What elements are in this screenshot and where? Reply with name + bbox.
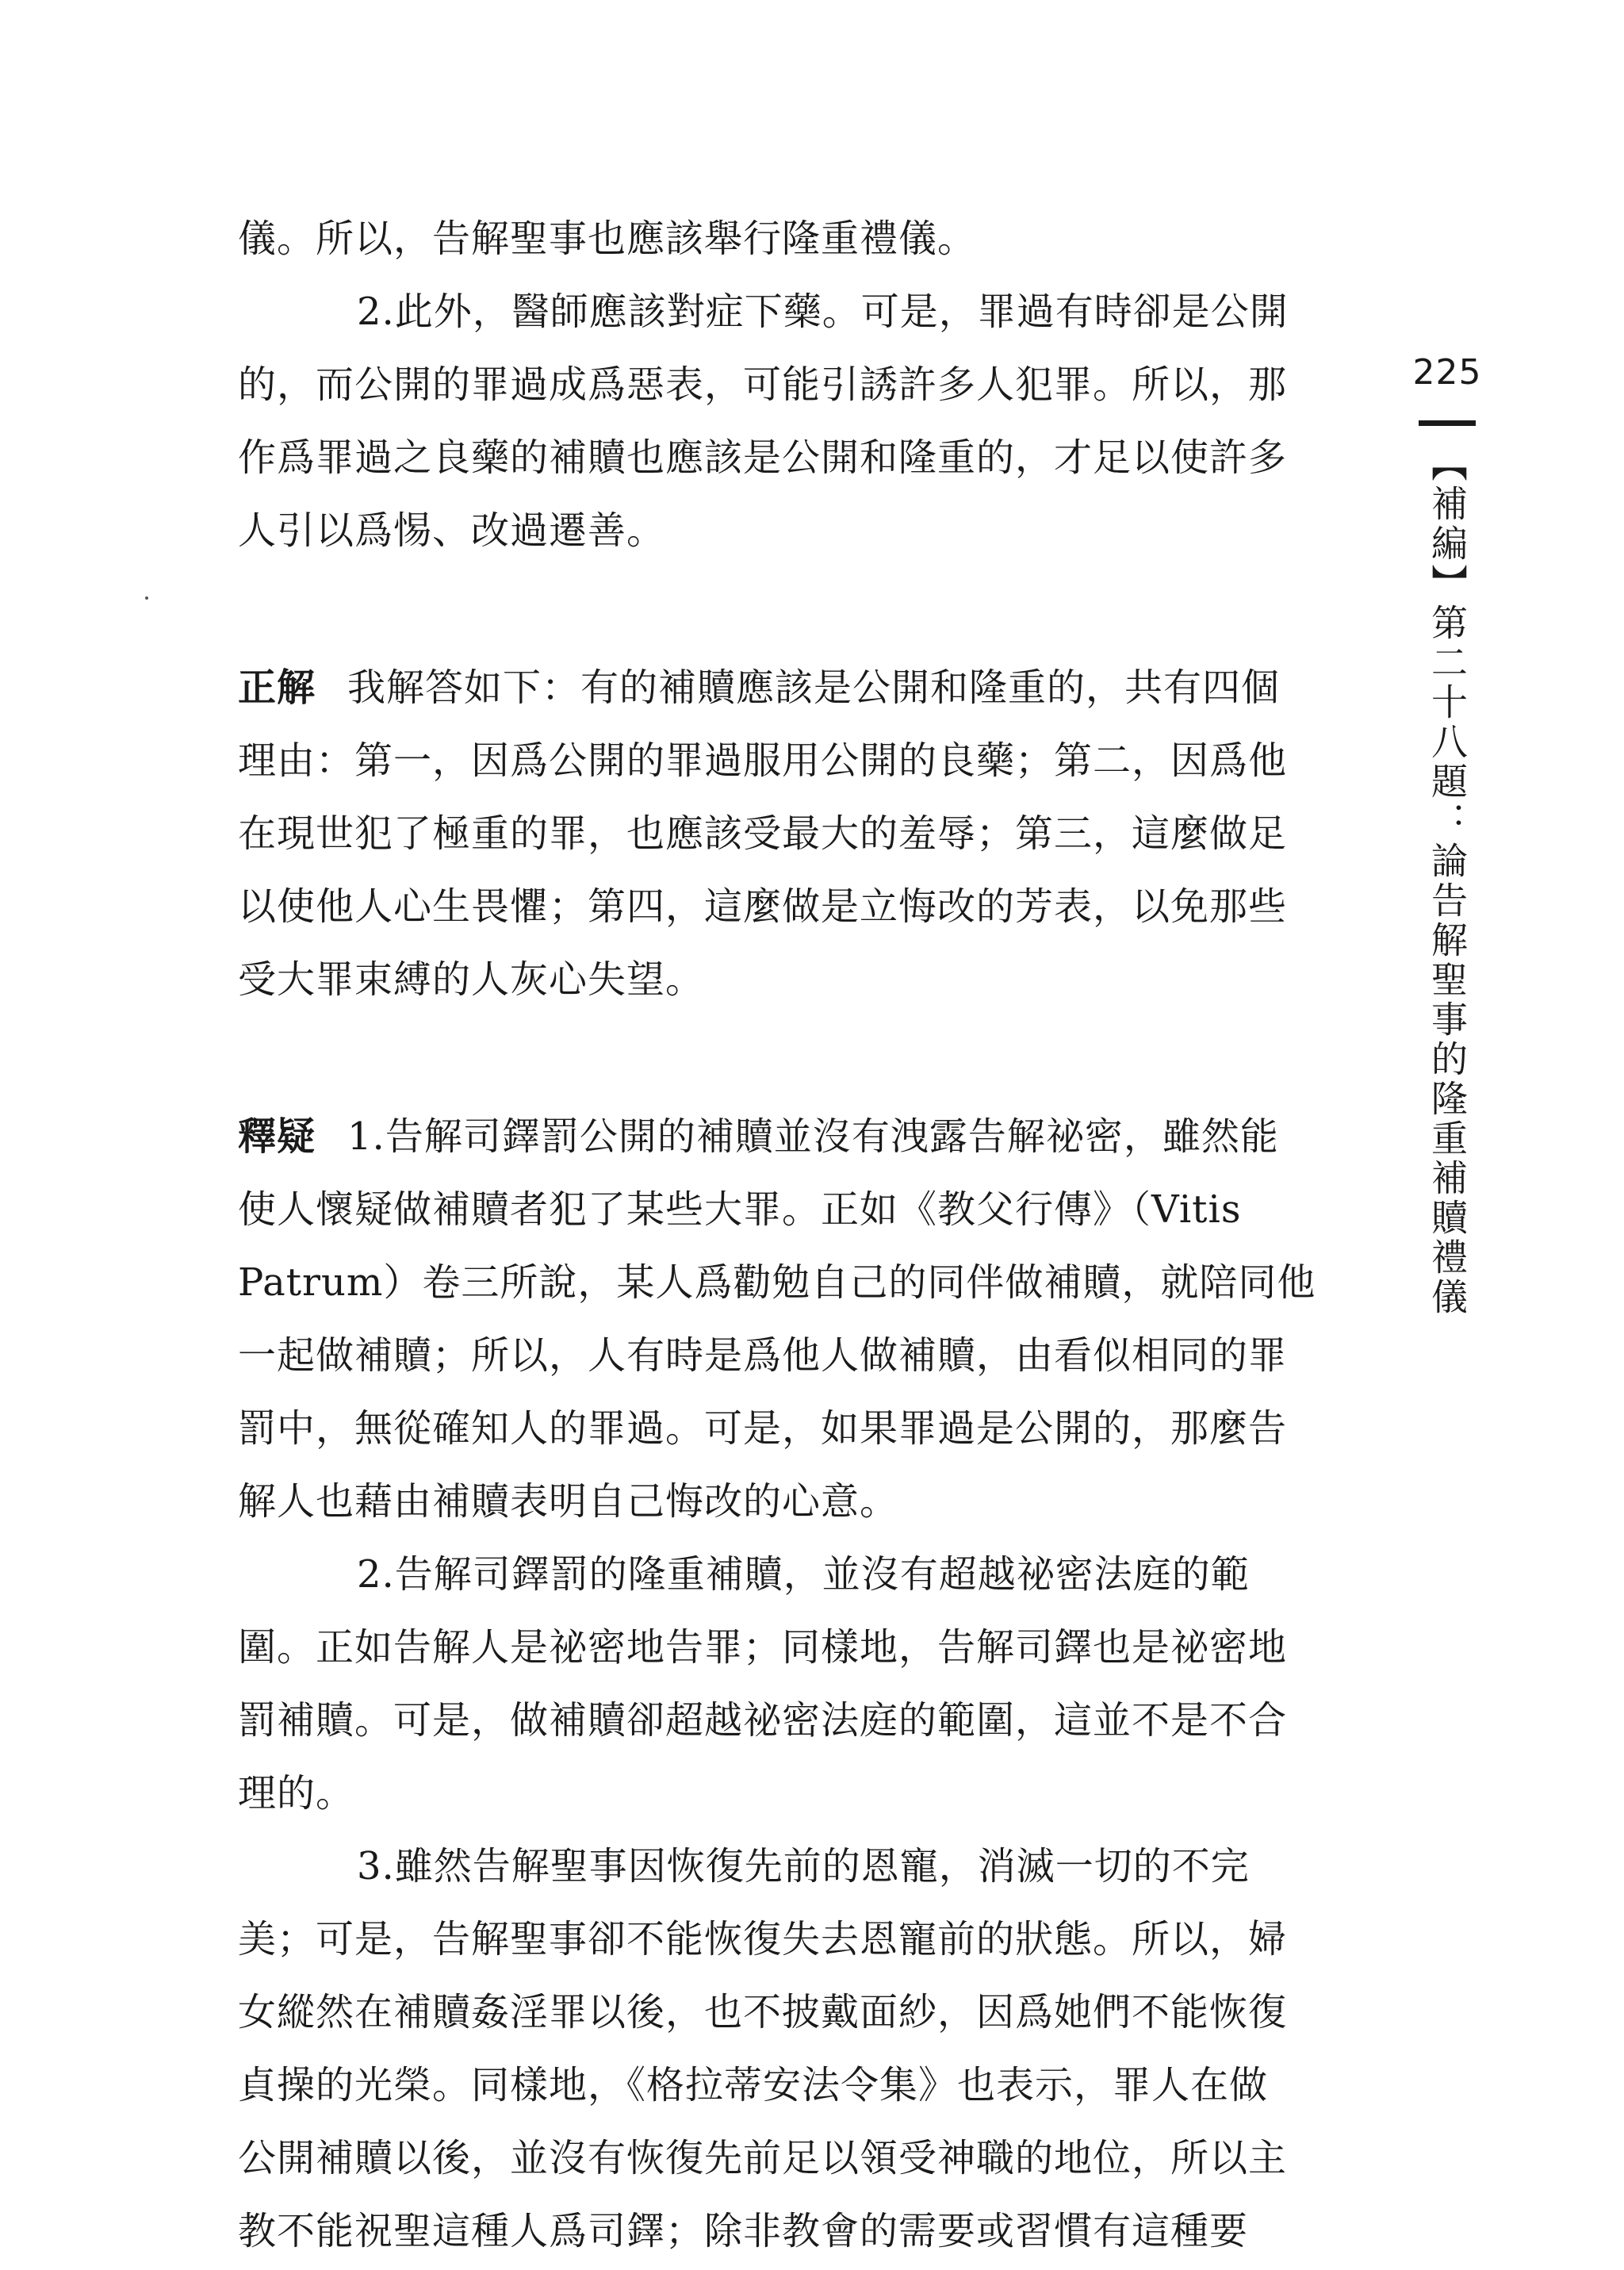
paragraph-gap xyxy=(238,567,1360,651)
text-line: 3.雖然告解聖事因恢復先前的恩寵，消滅一切的不完 xyxy=(357,1844,1250,1888)
text-line: 一起做補贖；所以，人有時是爲他人做補贖，由看似相同的罪 xyxy=(238,1333,1288,1378)
text-line: 以使他人心生畏懼；第四，這麼做是立悔改的芳表，以免那些 xyxy=(238,884,1288,929)
replies-heading: 釋疑 xyxy=(238,1114,316,1159)
text-line: 2.此外，醫師應該對症下藥。可是，罪過有時卻是公開 xyxy=(357,290,1289,334)
page-margin xyxy=(1411,349,1483,1317)
running-title: 【補編】第二十八題：論告解聖事的隆重補贖禮儀 xyxy=(1426,445,1469,1317)
page-number: 225 xyxy=(1412,352,1482,393)
text-line: 教不能祝聖這種人爲司鐸；除非教會的需要或習慣有這種要 xyxy=(238,2209,1249,2253)
text-line: 在現世犯了極重的罪，也應該受最大的羞辱；第三，這麼做足 xyxy=(238,811,1288,856)
text-line: 圍。正如告解人是祕密地告罪；同樣地，告解司鐸也是祕密地 xyxy=(238,1625,1288,1670)
paragraph-gap xyxy=(238,1016,1360,1100)
text-line: 的，而公開的罪過成爲惡表，可能引誘許多人犯罪。所以，那 xyxy=(238,362,1288,407)
text-line: 罰中，無從確知人的罪過。可是，如果罪過是公開的，那麼告 xyxy=(238,1406,1288,1451)
objection-2 xyxy=(238,275,1360,567)
text-line xyxy=(238,651,1360,724)
reply-line: 1.告解司鐸罰公開的補贖並沒有洩露告解祕密，雖然能 xyxy=(347,1114,1279,1159)
answer-heading: 正解 xyxy=(238,665,316,710)
reply-2 xyxy=(238,1538,1360,1830)
answer-section xyxy=(238,651,1360,1016)
text-line: 罰補贖。可是，做補贖卻超越祕密法庭的範圍，這並不是不合 xyxy=(238,1698,1288,1743)
text-line xyxy=(238,1100,1360,1173)
margin-rule xyxy=(1419,420,1476,426)
text-line: 作爲罪過之良藥的補贖也應該是公開和隆重的，才足以使許多 xyxy=(238,435,1288,480)
reply-1 xyxy=(238,1100,1360,1538)
reply-3 xyxy=(238,1830,1360,2268)
main-text-block xyxy=(238,202,1360,2268)
text-line: 貞操的光榮。同樣地，《格拉蒂安法令集》也表示，罪人在做 xyxy=(238,2063,1269,2107)
text-line: 人引以爲惕、改過遷善。 xyxy=(238,508,666,553)
text-line: 理由：第一，因爲公開的罪過服用公開的良藥；第二，因爲他 xyxy=(238,738,1288,783)
answer-line: 我解答如下：有的補贖應該是公開和隆重的，共有四個 xyxy=(347,665,1281,710)
text-line: 2.告解司鐸罰的隆重補贖，並沒有超越祕密法庭的範 xyxy=(357,1552,1250,1597)
text-line: 受大罪束縛的人灰心失望。 xyxy=(238,957,705,1002)
text-line: 公開補贖以後，並沒有恢復先前足以領受神職的地位，所以主 xyxy=(238,2136,1288,2180)
text-line: 解人也藉由補贖表明自己悔改的心意。 xyxy=(238,1479,899,1524)
text-line: 女縱然在補贖姦淫罪以後，也不披戴面紗，因爲她們不能恢復 xyxy=(238,1990,1288,2034)
text-line: 使人懷疑做補贖者犯了某些大罪。正如《教父行傳》（Vitis xyxy=(238,1187,1242,1232)
text-line: 理的。 xyxy=(238,1771,355,1816)
scan-speck xyxy=(145,596,148,600)
text-line: 儀。所以，告解聖事也應該舉行隆重禮儀。 xyxy=(238,217,977,261)
objection-1-tail xyxy=(238,202,1360,275)
text-line: Patrum）卷三所說，某人爲勸勉自己的同伴做補贖，就陪同他 xyxy=(238,1260,1316,1305)
text-line: 美；可是，告解聖事卻不能恢復失去恩寵前的狀態。所以，婦 xyxy=(238,1917,1288,1961)
